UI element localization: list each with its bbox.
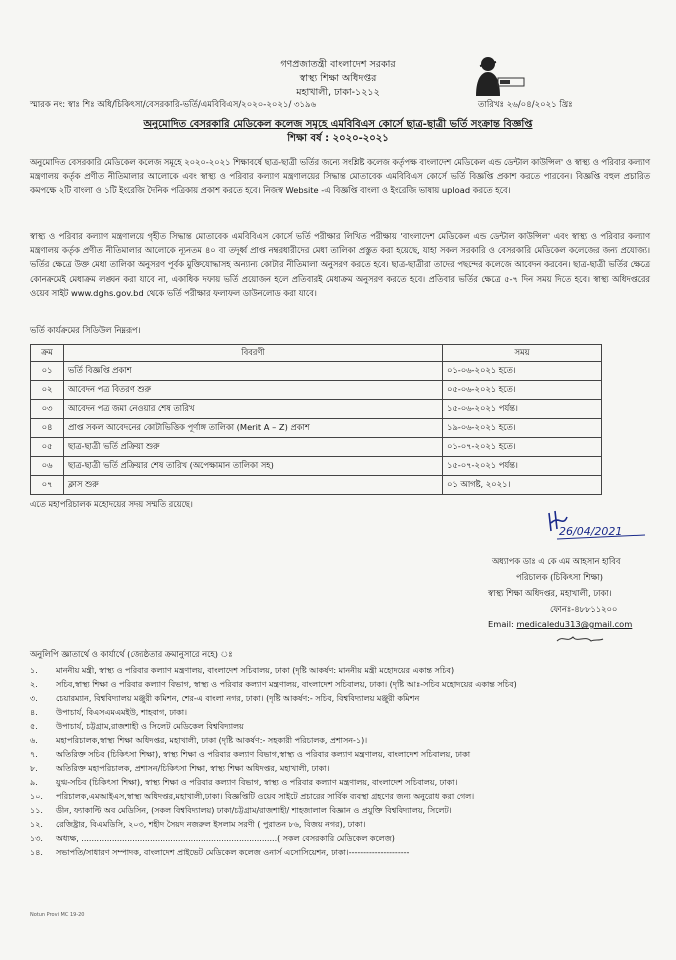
cc-heading: অনুলিপি জ্ঞাতার্থে ও কার্যার্থে (জ্যেষ্ঠতার ক্রমানুসারে নহে) ঃ <box>30 649 233 659</box>
list-item <box>30 720 650 734</box>
cc-text: পরিচালক,এমআইএস,স্বাস্থ্য অধিদপ্তর,মহাখালী,ঢাকা। বিজ্ঞপ্তিটি ওয়েব সাইটে প্রচারের সার্বিক ব্যবস্থা গ্রহণের জন্য অনুরোধ করা গেল। <box>56 792 475 801</box>
row-description: ভর্তি বিজ্ঞপ্তি প্রকাশ <box>64 362 443 381</box>
schedule-intro: ভর্তি কার্যক্রমের সিডিউল নিম্নরূপ। <box>30 325 141 335</box>
signatory-name: অধ্যাপক ডাঃ এ কে এম আহসান হাবিব <box>492 556 621 566</box>
row-description: ছাত্র-ছাত্রী ভর্তি প্রক্রিয়া শুরু <box>64 438 443 457</box>
cc-number: ৪. <box>30 708 38 717</box>
row-time: ১৯-০৬-২০২১ হতে। <box>443 419 602 438</box>
signatory-office: স্বাস্থ্য শিক্ষা অধিদপ্তর, মহাখালী, ঢাকা। <box>488 588 612 598</box>
list-item <box>30 832 650 846</box>
cc-text: সভাপতি/সাধারণ সম্পাদক, বাংলাদেশ প্রাইভেট মেডিকেল কলেজ ওনার্স এসোসিয়েশন, ঢাকা।--------------------- <box>56 848 410 857</box>
list-item <box>30 776 650 790</box>
table-row <box>31 476 602 495</box>
list-item <box>30 846 650 860</box>
memo-number: স্মারক নং: স্বাঃ শিঃ অধি/চিকিৎসা/বেসরকারি-ভর্তি/এমবিবিএস/২০২০-২০২১/ ৩১৯৬ <box>30 100 317 110</box>
cc-text: অধ্যক্ষ, .............................................................................( সকল বেসরকারি মেডিকেল কলেজ) <box>56 834 395 843</box>
cc-number: ৭. <box>30 750 38 759</box>
row-time: ০১-০৬-২০২১ হতে। <box>443 362 602 381</box>
row-serial: ০২ <box>31 381 64 400</box>
paragraph-merit-list: স্বাস্থ্য ও পরিবার কল্যাণ মন্ত্রণালয়ে গৃহীত সিদ্ধান্ত মোতাবেক এমবিবিএস কোর্সে ভর্তি পরীক্ষার লিখিত পরীক্ষায় 'বাংলাদেশ মেডিকেল এন্ড ডেন্টাল কাউন্সিল' এবং স্বাস্থ্য ও পরিবার কল্যাণ মন্ত্রণালয় কর্তৃক প্রণীত নীতিমালার আলোকে ন্যূনতম ৪০ বা তদূর্ধ্ব প্রাপ্ত নম্বরধারীদের মেধা তালিকা প্রস্তুত করা হয়েছে, যাহা সকল সরকারি ও বেসরকারি মেডিকেল কলেজের জন্য প্রযোজ্য। ভর্তির ক্ষেত্রে উক্ত মেধা তালিকা অনুসরণ পূর্বক মুক্তিযোদ্ধাসহ অন্যান্য কোটার নীতিমালা অনুসরণ করতে হবে। ছাত্র-ছাত্রীরা তাদের পছন্দের কলেজে আবেদন করবেন। ছাত্র-ছাত্রী ভর্তির ক্ষেত্রে কোনক্রমেই মেধাক্রম লঙ্ঘন করা যাবে না, একাধিক দফায় ভর্তি প্রয়োজন হলে প্রতিবারই মেধাক্রম অনুসরণ করতে হবে। প্রতিবার ভর্তির ক্ষেত্রে ৫-৭ দিন সময় দিতে হবে। স্বাস্থ্য অধিদপ্তরের ওয়েব সাইট www.dghs.gov.bd থেকে ভর্তি পরীক্ষার ফলাফল ডাউনলোড করা যাবে। <box>30 231 650 298</box>
email-link[interactable]: medicaledu313@gmail.com <box>516 619 633 629</box>
cc-list <box>30 664 650 860</box>
cc-text: ডীন, ফ্যাকাল্টি অব মেডিসিন, (সকল বিশ্ববিদ্যালয়) ঢাকা/চট্টগ্রাম/রাজশাহী/ শাহজালাল বিজ্ঞান ও প্রযুক্তি বিশ্ববিদ্যালয়, সিলেট। <box>56 806 452 815</box>
signatory-email <box>488 619 632 629</box>
cc-number: ৬. <box>30 736 38 745</box>
cc-text: যুগ্ম-সচিব (চিকিৎসা শিক্ষা), স্বাস্থ্য শিক্ষা ও পরিবার কল্যাণ বিভাগ, স্বাস্থ্য ও পরিবার কল্যাণ মন্ত্রণালয়, বাংলাদেশ সচিবালয়, ঢাকা। <box>56 778 458 787</box>
letterhead-address: মহাখালী, ঢাকা-১২১২ <box>296 87 380 98</box>
row-serial: ০৭ <box>31 476 64 495</box>
cc-number: ৮. <box>30 764 38 773</box>
list-item <box>30 748 650 762</box>
signatory-phone: ফোনঃ-৪৮৮১১২০০ <box>550 604 618 614</box>
handwritten-signature <box>545 505 660 545</box>
list-item <box>30 762 650 776</box>
row-time: ০৫-০৬-২০২১ হতে। <box>443 381 602 400</box>
table-row <box>31 381 602 400</box>
table-row <box>31 438 602 457</box>
cc-number: ১১. <box>30 806 43 815</box>
cc-number: ২. <box>30 680 38 689</box>
paragraph-circular: অনুমোদিত বেসরকারি মেডিকেল কলেজ সমূহে ২০২০-২০২১ শিক্ষাবর্ষে ছাত্র-ছাত্রী ভর্তির জন্যে সংশ্লিষ্ট কলেজ কর্তৃপক্ষ বাংলাদেশ মেডিকেল এন্ড ডেন্টাল কাউন্সিল' ও স্বাস্থ্য ও পরিবার কল্যাণ মন্ত্রণালয় কর্তৃক প্রণীত নীতিমালার আলোকে এবং স্বাস্থ্য ও পরিবার কল্যাণ মন্ত্রণালয়ের সিদ্ধান্ত মোতাবেক এমবিবিএস কোর্সে ভর্তি বিজ্ঞপ্তি প্রকাশ করতে পারবেন। বিজ্ঞপ্তি বহুল প্রচারিত কমপক্ষে ২টি বাংলা ও ১টি ইংরেজি দৈনিক পত্রিকায় প্রকাশ করতে হবে। নিজস্ব Website -এ বিজ্ঞপ্তি বাংলা ও ইংরেজি ভাষায় upload করতে হবে। <box>30 157 650 196</box>
cc-text: উপাচার্য, বিএসএমএমইউ, শাহবাগ, ঢাকা। <box>56 708 187 717</box>
academic-session: শিক্ষা বর্ষ : ২০২০-২০২১ <box>287 133 389 144</box>
row-description: ছাত্র-ছাত্রী ভর্তি প্রক্রিয়ার শেষ তারিখ (অপেক্ষামান তালিকা সহ) <box>64 457 443 476</box>
row-serial: ০১ <box>31 362 64 381</box>
cc-text: মহাপরিচালক,স্বাস্থ্য শিক্ষা অধিদপ্তর, মহাখালী, ঢাকা (দৃষ্টি আকর্ষণ:- সহকারী পরিচালক, প্রশাসন-১)। <box>56 736 368 745</box>
cc-text: মাননীয় মন্ত্রী, স্বাস্থ্য ও পরিবার কল্যাণ মন্ত্রণালয়, বাংলাদেশ সচিবালয়, ঢাকা (দৃষ্টি আকর্ষণ: মাননীয় মন্ত্রী মহোদয়ের একান্ত সচিব) <box>56 666 455 675</box>
signatory-designation: পরিচালক (চিকিৎসা শিক্ষা) <box>516 572 603 582</box>
cc-number: ১৩. <box>30 834 43 843</box>
row-description: আবেদন পত্র জমা নেওয়ার শেষ তারিখ <box>64 400 443 419</box>
cc-number: ৫. <box>30 722 38 731</box>
mujib-portrait-logo <box>470 52 526 96</box>
cc-text: সচিব,স্বাস্থ্য শিক্ষা ও পরিবার কল্যাণ বিভাগ, স্বাস্থ্য ও পরিবার কল্যাণ মন্ত্রণালয়, বাংলাদেশ সচিবালয়, ঢাকা। (দৃষ্টি আঃ-সচিব মহোদয়ের একান্ত সচিব) <box>56 680 517 689</box>
list-item <box>30 804 650 818</box>
row-serial: ০৩ <box>31 400 64 419</box>
cc-text: অতিরিক্ত সচিব (চিকিৎসা শিক্ষা), স্বাস্থ্য শিক্ষা ও পরিবার কল্যাণ বিভাগ,স্বাস্থ্য ও পরিবার কল্যাণ মন্ত্রণালয়, বাংলাদেশ সচিবালয়, ঢাকা <box>56 750 471 759</box>
cc-text: চেয়ারম্যান, বিশ্ববিদ্যালয় মঞ্জুরী কমিশন, শের-এ বাংলা নগর, ঢাকা। (দৃষ্টি আকর্ষণ:- সচিব, বিশ্ববিদ্যালয় মঞ্জুরী কমিশন <box>56 694 420 703</box>
cc-number: ১২. <box>30 820 43 829</box>
row-time: ১৫-০৬-২০২১ পর্যন্ত। <box>443 400 602 419</box>
row-description: ক্লাস শুরু <box>64 476 443 495</box>
list-item <box>30 692 650 706</box>
row-serial: ০৬ <box>31 457 64 476</box>
footer-code: Notun Provi MC 19-20 <box>30 912 85 918</box>
row-serial: ০৫ <box>31 438 64 457</box>
table-row <box>31 457 602 476</box>
cc-text: রেজিষ্ট্রার, বিএমডিসি, ২০৩, শহীদ সৈয়দ নজরুল ইসলাম সরণী ( পুরাতন ৮৬, বিজয় নগর), ঢাকা। <box>56 820 366 829</box>
row-description: আবেদন পত্র বিতরণ শুরু <box>64 381 443 400</box>
approval-note: এতে মহাপরিচালক মহোদয়ের সদয় সম্মতি রয়েছে। <box>30 499 193 509</box>
header-time: সময় <box>443 345 602 362</box>
table-row <box>31 419 602 438</box>
letterhead-department: স্বাস্থ্য শিক্ষা অধিদপ্তর <box>299 73 377 84</box>
table-row <box>31 400 602 419</box>
header-description: বিবরণী <box>64 345 443 362</box>
list-item <box>30 706 650 720</box>
letterhead-government: গণপ্রজাতন্ত্রী বাংলাদেশ সরকার <box>280 59 396 70</box>
cc-number: ৩. <box>30 694 38 703</box>
list-item <box>30 678 650 692</box>
list-item <box>30 818 650 832</box>
initials-scrawl <box>555 633 605 645</box>
row-serial: ০৪ <box>31 419 64 438</box>
header-serial: ক্রম <box>31 345 64 362</box>
cc-number: ৯. <box>30 778 38 787</box>
list-item <box>30 790 650 804</box>
table-row <box>31 362 602 381</box>
row-time: ০১-০৭-২০২১ হতে। <box>443 438 602 457</box>
list-item <box>30 664 650 678</box>
cc-number: ১০. <box>30 792 43 801</box>
cc-number: ১. <box>30 666 38 675</box>
notice-title: অনুমোদিত বেসরকারি মেডিকেল কলেজ সমূহে এমবিবিএস কোর্সে ছাত্র-ছাত্রী ভর্তি সংক্রান্ত বিজ্ঞপ্তি <box>143 119 533 130</box>
cc-text: উপাচার্য, চট্টগ্রাম,রাজশাহী ও সিলেট মেডিকেল বিশ্ববিদ্যালয় <box>56 722 244 731</box>
admission-schedule-table <box>30 344 602 495</box>
memo-date: তারিখঃ ২৬/০৪/২০২১ খ্রিঃ <box>478 100 573 110</box>
signature-date: 26/04/2021 <box>559 525 623 538</box>
email-label: Email: <box>488 619 514 629</box>
row-time: ১৫-০৭-২০২১ পর্যন্ত। <box>443 457 602 476</box>
table-header-row <box>31 345 602 362</box>
cc-number: ১৪. <box>30 848 43 857</box>
row-time: ০১ আগষ্ট, ২০২১। <box>443 476 602 495</box>
list-item <box>30 734 650 748</box>
cc-text: অতিরিক্ত মহাপরিচালক, প্রশাসন/চিকিৎসা শিক্ষা, স্বাস্থ্য শিক্ষা অধিদপ্তর, মহাখালী, ঢাকা। <box>56 764 330 773</box>
row-description: প্রাপ্ত সকল আবেদনের কোটাভিত্তিক পূর্ণাঙ্গ তালিকা (Merit A – Z) প্রকাশ <box>64 419 443 438</box>
